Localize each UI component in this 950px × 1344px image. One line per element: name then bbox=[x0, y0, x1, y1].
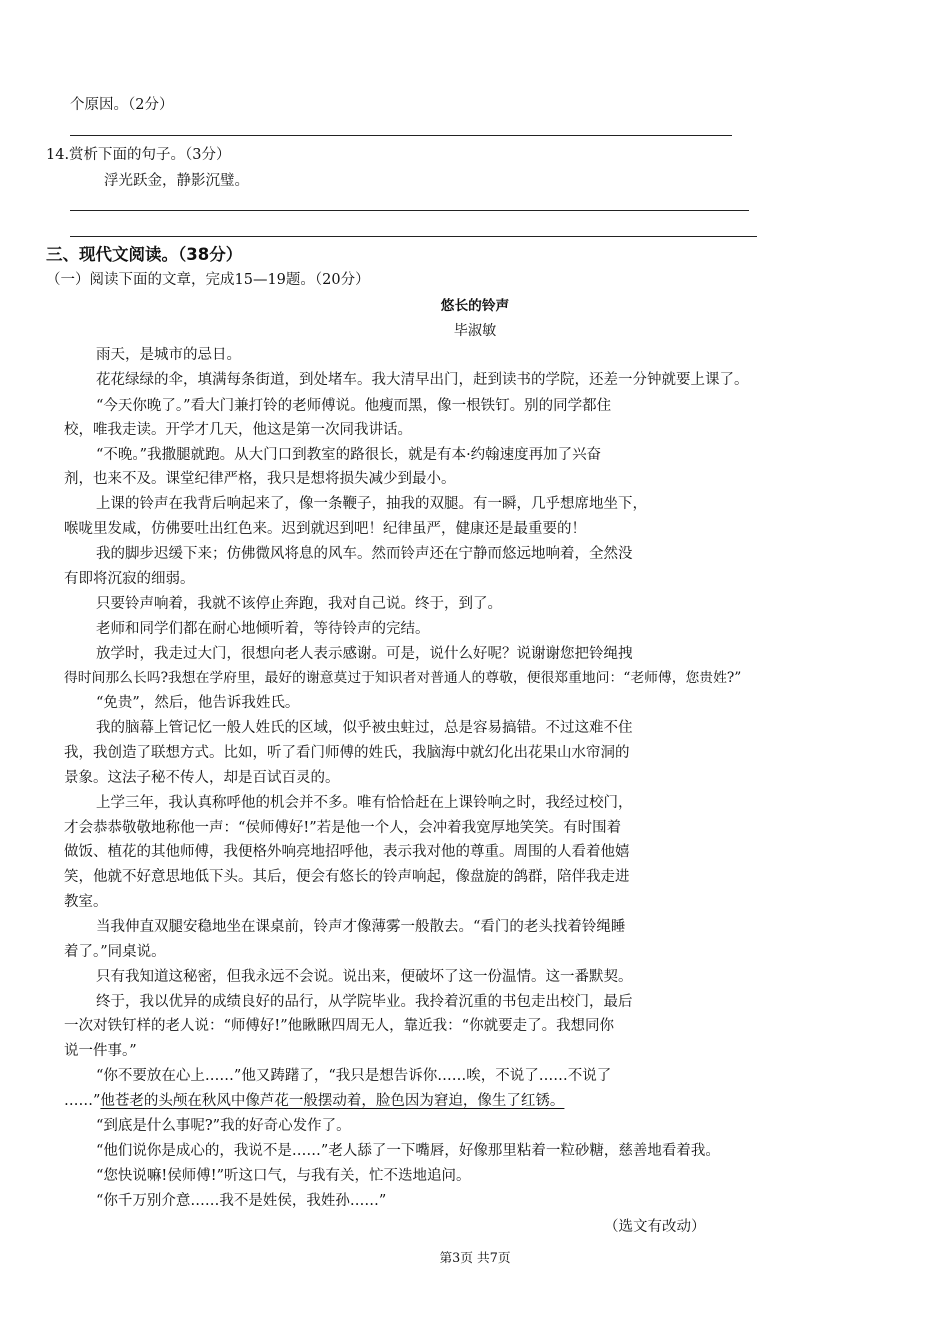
article-line: 有即将沉寂的细弱。 bbox=[64, 571, 195, 587]
article-line: 老师和同学们都在耐心地倾听着，等待铃声的完结。 bbox=[96, 621, 430, 637]
article-line: “不晚。”我撒腿就跑。从大门口到教室的路很长，就是有本·约翰速度再加了兴奋 bbox=[96, 447, 602, 463]
source-note: （选文有改动） bbox=[604, 1219, 706, 1235]
article-line: 我的脑幕上管记忆一般人姓氏的区域，似乎被虫蛀过，总是容易搞错。不过这难不住 bbox=[96, 720, 633, 736]
article-line: “你千万别介意……我不是姓侯，我姓孙……” bbox=[96, 1193, 387, 1209]
article-line: 说一件事。” bbox=[64, 1043, 137, 1059]
answer-line-14a bbox=[70, 210, 749, 211]
article-line: 我的脚步迟缓下来；仿佛微风将息的风车。然而铃声还在宁静而悠远地响着，全然没 bbox=[96, 546, 633, 562]
question-14-sentence: 浮光跃金，静影沉璧。 bbox=[104, 173, 249, 189]
article-line: “你不要放在心上……”他又踌躇了，“我只是想告诉你……唉，不说了……不说了 bbox=[96, 1068, 612, 1084]
article-line: 花花绿绿的伞，填满每条街道，到处堵车。我大清早出门，赶到读书的学院，还差一分钟就要上课了。 bbox=[96, 372, 749, 388]
article-author: 毕淑敏 bbox=[453, 323, 497, 339]
article-line: 喉咙里发咸，仿佛要吐出红色来。迟到就迟到吧！纪律虽严，健康还是最重要的！ bbox=[64, 521, 586, 537]
article-line: 剂，也来不及。课堂纪律严格，我只是想将损失减少到最小。 bbox=[64, 471, 456, 487]
article-line: 放学时，我走过大门，很想向老人表示感谢。可是，说什么好呢？说谢谢您把铃绳拽 bbox=[96, 646, 633, 662]
article-line: “免贵”，然后，他告诉我姓氏。 bbox=[96, 695, 300, 711]
article-line: 我，我创造了联想方式。比如，听了看门师傅的姓氏，我脑海中就幻化出花果山水帘洞的 bbox=[64, 745, 630, 761]
article-line: 才会恭恭敬敬地称他一声：“侯师傅好!”若是他一个人，会冲着我宽厚地笑笑。有时围着 bbox=[64, 820, 622, 836]
article-line: 得时间那么长吗?我想在学府里，最好的谢意莫过于知识者对普通人的尊敬，便很郑重地问：“老师傅，您贵姓?” bbox=[64, 670, 742, 686]
answer-line-13 bbox=[70, 135, 732, 136]
article-line: 雨天，是城市的忌日。 bbox=[96, 347, 241, 363]
article-line: 上课的铃声在我背后响起来了，像一条鞭子，抽我的双腿。有一瞬，几乎想席地坐下， bbox=[96, 496, 647, 512]
article-line: 着了。”同桌说。 bbox=[64, 944, 166, 960]
article-line: 景象。这法子秘不传人，却是百试百灵的。 bbox=[64, 770, 340, 786]
article-line: 笑，他就不好意思地低下头。其后，便会有悠长的铃声响起，像盘旋的鸽群，陪伴我走进 bbox=[64, 869, 630, 885]
question-13-tail: 个原因。（2分） bbox=[70, 97, 174, 113]
answer-line-14b bbox=[70, 236, 757, 237]
article-line: 只要铃声响着，我就不该停止奔跑，我对自己说。终于，到了。 bbox=[96, 596, 502, 612]
article-line: 教室。 bbox=[64, 894, 108, 910]
article-line: 终于，我以优异的成绩良好的品行，从学院毕业。我拎着沉重的书包走出校门，最后 bbox=[96, 994, 633, 1010]
article-line: 校，唯我走读。开学才几天，他这是第一次同我讲话。 bbox=[64, 422, 412, 438]
part-instructions: （一）阅读下面的文章，完成15—19题。（20分） bbox=[46, 272, 370, 288]
article-line: “到底是什么事呢?”我的好奇心发作了。 bbox=[96, 1118, 351, 1134]
article-line: “他们说你是成心的，我说不是……”老人舔了一下嘴唇，好像那里粘着一粒砂糖，慈善地看着我。 bbox=[96, 1143, 720, 1159]
article-line: 一次对铁钉样的老人说：“师傅好!”他瞅瞅四周无人，靠近我：“你就要走了。我想同你 bbox=[64, 1018, 615, 1034]
article-line: 当我伸直双腿安稳地坐在课桌前，铃声才像薄雾一般散去。“看门的老头找着铃绳睡 bbox=[96, 919, 626, 935]
article-line-start: ……” bbox=[64, 1093, 101, 1109]
page-footer: 第3页 共7页 bbox=[439, 1250, 511, 1265]
article-line: 只有我知道这秘密，但我永远不会说。说出来，便破坏了这一份温情。这一番默契。 bbox=[96, 969, 633, 985]
article-title: 悠长的铃声 bbox=[440, 298, 510, 314]
article-line: “今天你晚了。”看大门兼打铃的老师傅说。他瘦而黑，像一根铁钉。别的同学都住 bbox=[96, 398, 612, 414]
underlined-sentence: 他苍老的头颅在秋风中像芦花一般摆动着，脸色因为窘迫，像生了红锈。 bbox=[100, 1093, 565, 1109]
article-line: 做饭、植花的其他师傅，我便格外响亮地招呼他，表示我对他的尊重。周围的人看着他嬉 bbox=[64, 844, 630, 860]
article-line: “您快说嘛!侯师傅!”听这口气，与我有关，忙不迭地追问。 bbox=[96, 1168, 471, 1184]
section-heading: 三、现代文阅读。（38分） bbox=[46, 245, 243, 264]
article-line bbox=[64, 1092, 564, 1110]
article-line: 上学三年，我认真称呼他的机会并不多。唯有恰恰赶在上课铃响之时，我经过校门， bbox=[96, 795, 633, 811]
question-14: 14.赏析下面的句子。（3分） bbox=[46, 147, 231, 163]
